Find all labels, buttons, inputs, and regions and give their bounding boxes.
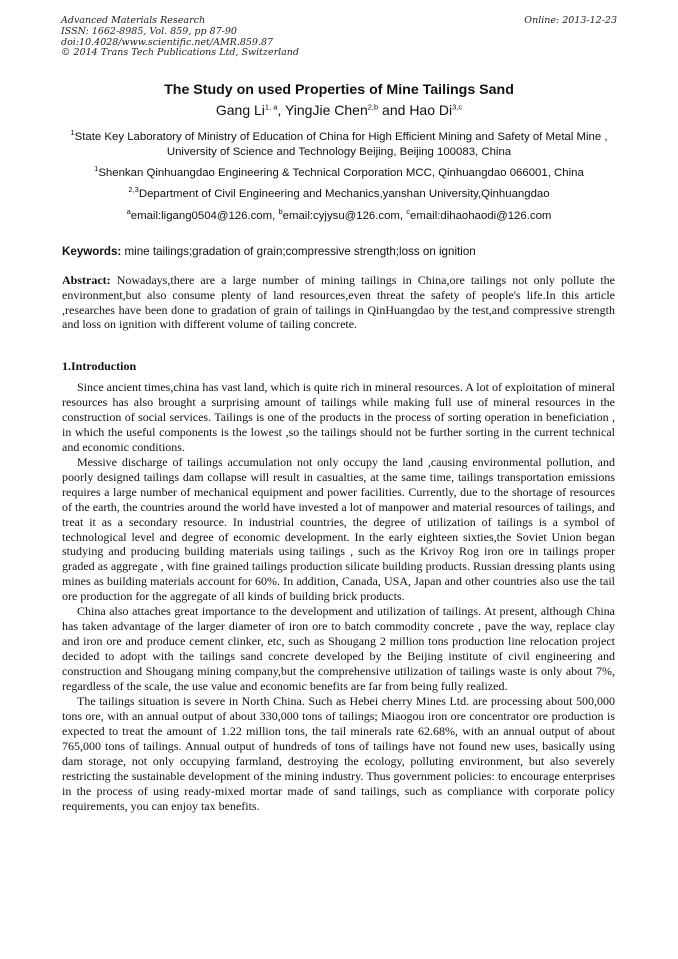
keywords-text: mine tailings;gradation of grain;compressive strength;loss on ignition [121, 245, 476, 258]
keywords [62, 245, 622, 258]
author-separator: and [378, 102, 410, 118]
author-name: Hao Di [409, 102, 453, 118]
body-paragraph: China also attaches great importance to the development and utilization of tailings. At present, although China has taken advantage of the larger diameter of iron ore to batch commodity concrete , pave the way, replace clay and iron ore and produce cement clinker, etc, such as Shougang 2 million tons production line relocation project decided to adopt with the tailings sand concrete developed by the Beijing institute of civil engineering and construction and Shougang mining company,but the comprehensive utilization of tailings waste is only about 7%, regardless of the scale, the use value and economic benefits are far from being fully realized. [62, 604, 615, 694]
email-text: email:dihaohaodi@126.com [410, 210, 552, 222]
section-heading: 1.Introduction [62, 359, 137, 373]
author-separator: , [277, 102, 285, 118]
affiliation-text: Shenkan Qinhuangdao Engineering & Technical Corporation MCC, Qinhuangdao 066001, China [98, 167, 584, 179]
affiliation [52, 187, 626, 202]
affiliation-mark: 2,3 [128, 185, 139, 195]
body-text [62, 380, 615, 814]
affiliation-text: State Key Laboratory of Ministry of Education of China for High Efficient Mining and Safety of Metal Mine , University of Science and Technology Beijing, Beijing 100083, China [74, 131, 608, 158]
affiliation [52, 166, 626, 181]
issn-line: ISSN: 1662-8985, Vol. 859, pp 87-90 [61, 25, 237, 37]
doi-line: doi:10.4028/www.scientific.net/AMR.859.87 [61, 36, 274, 48]
journal-header [61, 16, 617, 59]
email-mark: a [126, 207, 131, 217]
affiliation [52, 130, 626, 160]
affiliation-text: Department of Civil Engineering and Mechanics,yanshan University,Qinhuangdao [138, 188, 550, 200]
affiliation-mark: 1 [70, 128, 75, 138]
email-mark: b [278, 207, 283, 217]
email-text: email:ligang0504@126.com, [130, 210, 279, 222]
body-paragraph: Messive discharge of tailings accumulation not only occupy the land ,causing environmental pollution, and poorly designed tailings dam collapse will result in casualties, at the same time, tailings transportation emissions requires a large number of mechanical equipment and power facilities. Currently, due to the shortage of resources of the earth, the countries around the world have invested a lot of manpower and material resources of tailings, and treat it as a secondary resource. In industrial countries, the degree of utilization of tailings is a symbol of technological level and degree of economic development. In the early eighteen sixties,the Soviet Union began studying and producing building materials using tailings , such as the Krivoy Rog iron ore in tailings proper graded as aggregate , with fine grained tailings production silicate building products. Russian dressing plants using mines as building materials account for 60%. In addition, Canada, USA, Japan and other countries also use the tail ore production for the aggregate of all kinds of building brick products. [62, 454, 615, 604]
email-text: email:cyjysu@126.com, [282, 210, 407, 222]
author-name: Gang Li [215, 102, 265, 118]
email-mark: c [406, 207, 411, 217]
journal-name: Advanced Materials Research [61, 15, 206, 26]
affiliation-mark: 1 [94, 164, 99, 174]
author-mark: 2,b [367, 102, 379, 112]
body-paragraph: The tailings situation is severe in North China. Such as Hebei cherry Mines Ltd. are processing about 500,000 tons ore, with an annual output of about 330,000 tons of tailings; Miaogou iron ore concentrator ore production is expected to treat the amount of 1.22 million tons, the tail minerals rate 62.68%, with an annual output of about 765,000 tons of tailings. Annual output of hundreds of tons of tailings have not found new uses, basically using dam storage, not only occupying farmland, destroying the ecology, polluting environment, but also severely restricting the sustainable development of the mining industry. Thus government policies: to encourage enterprises in the process of using ready-mixed mortar made of sand tailings, such as compliance with corporate policy requirements, you can enjoy tax benefits. [62, 694, 615, 813]
abstract-text: Nowadays,there are a large number of mining tailings in China,ore tailings not only pollute the environment,but also consume plenty of land resources,even threat the safety of people's life.In this article ,researches have been done to gradation of grain of tailings in QinHuangdao by the test,and compressive strength and loss on ignition with different volume of tailing concrete. [62, 273, 615, 332]
email-line [52, 209, 626, 224]
keywords-label: Keywords: [62, 245, 122, 258]
author-mark: 3,c [452, 102, 463, 112]
abstract [62, 273, 615, 332]
online-date: Online: 2013-12-23 [524, 15, 617, 26]
body-paragraph: Since ancient times,china has vast land, which is quite rich in mineral resources. A lot of exploitation of mineral resources has also brought a surprising amount of tailings while making full use of mineral resources in the construction of social services. Tailings is one of the products in the process of sorting operation in beneficiation , in which the useful components is the lowest ,so the tailings should not be further sorting in the current technical and economic conditions. [62, 380, 615, 454]
copyright-line: © 2014 Trans Tech Publications Ltd, Switzerland [61, 47, 300, 59]
author-name: YingJie Chen [284, 102, 368, 118]
paper-title: The Study on used Properties of Mine Tailings Sand [164, 82, 514, 98]
author-mark: 1, a [264, 102, 278, 112]
author-list [40, 102, 638, 118]
abstract-label: Abstract: [62, 273, 111, 287]
